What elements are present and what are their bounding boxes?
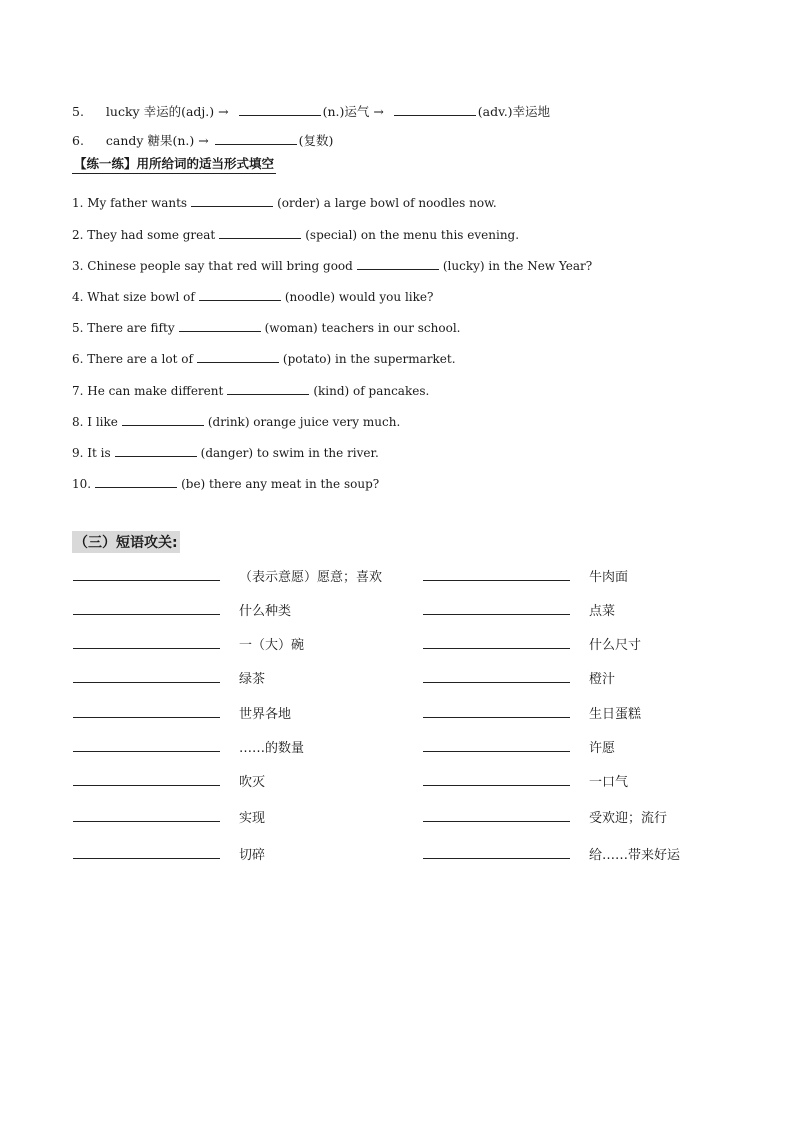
vocab-item-5-stem: lucky 幸运的(adj.) → xyxy=(105,104,229,119)
practice-item xyxy=(72,475,379,492)
practice-item xyxy=(72,288,433,305)
phrase-meaning-left: 世界各地 xyxy=(239,707,292,722)
practice-item-hint: (drink) orange juice very much. xyxy=(207,415,401,429)
practice-item-hint: (order) a large bowl of noodles now. xyxy=(277,196,497,210)
practice-item-hint: (woman) teachers in our school. xyxy=(264,321,461,335)
practice-item-prompt: 7. He can make different xyxy=(72,384,224,398)
answer-blank[interactable] xyxy=(219,226,301,239)
phrase-answer-blank[interactable] xyxy=(73,821,220,822)
practice-item-hint: (danger) to swim in the river. xyxy=(200,446,379,460)
vocab-item-6-number: 6. xyxy=(72,133,84,148)
practice-item xyxy=(72,350,456,367)
phrase-row xyxy=(0,668,794,688)
phrase-row xyxy=(0,771,794,791)
phrase-meaning-left: 切碎 xyxy=(239,848,266,863)
practice-item-hint: (be) there any meat in the soup? xyxy=(181,477,380,491)
phrase-answer-blank[interactable] xyxy=(73,648,220,649)
phrase-row xyxy=(0,600,794,620)
phrase-meaning-left: 实现 xyxy=(239,811,266,826)
vocab-item-6-plural-label: (复数) xyxy=(298,133,334,148)
practice-item xyxy=(72,226,519,243)
answer-blank[interactable] xyxy=(115,444,197,457)
phrase-meaning-right: 什么尺寸 xyxy=(589,638,642,653)
phrase-answer-blank[interactable] xyxy=(423,614,570,615)
practice-item-hint: (special) on the menu this evening. xyxy=(305,228,520,242)
practice-item xyxy=(72,444,379,461)
phrase-answer-blank[interactable] xyxy=(73,751,220,752)
phrase-answer-blank[interactable] xyxy=(423,580,570,581)
phrase-meaning-right: 一口气 xyxy=(589,775,629,790)
phrase-answer-blank[interactable] xyxy=(73,858,220,859)
answer-blank[interactable] xyxy=(357,257,439,270)
practice-item-prompt: 8. I like xyxy=(72,415,118,429)
phrase-row xyxy=(0,634,794,654)
phrase-row xyxy=(0,844,794,864)
vocab-item-6-stem: candy 糖果(n.) → xyxy=(105,133,209,148)
practice-item-hint: (kind) of pancakes. xyxy=(313,384,430,398)
practice-item-hint: (potato) in the supermarket. xyxy=(282,352,456,366)
vocab-item-6 xyxy=(72,132,333,149)
answer-blank[interactable] xyxy=(239,103,321,116)
phrase-answer-blank[interactable] xyxy=(73,614,220,615)
vocab-item-5-adv-label: (adv.)幸运地 xyxy=(477,104,551,119)
practice-item xyxy=(72,257,592,274)
practice-item xyxy=(72,413,400,430)
answer-blank[interactable] xyxy=(191,194,273,207)
phrase-row xyxy=(0,566,794,586)
phrase-meaning-left: （表示意愿）愿意；喜欢 xyxy=(239,570,383,585)
practice-item-prompt: 2. They had some great xyxy=(72,228,216,242)
practice-item-hint: (noodle) would you like? xyxy=(284,290,434,304)
practice-item xyxy=(72,319,460,336)
phrase-answer-blank[interactable] xyxy=(73,717,220,718)
practice-item-prompt: 1. My father wants xyxy=(72,196,188,210)
phrase-meaning-left: 绿茶 xyxy=(239,672,266,687)
practice-item xyxy=(72,382,429,399)
phrase-meaning-left: 一（大）碗 xyxy=(239,638,305,653)
phrase-answer-blank[interactable] xyxy=(73,682,220,683)
phrase-meaning-right: 点菜 xyxy=(589,604,616,619)
practice-item-prompt: 5. There are fifty xyxy=(72,321,175,335)
phrase-meaning-right: 给……带来好运 xyxy=(589,848,681,863)
phrase-row xyxy=(0,807,794,827)
answer-blank[interactable] xyxy=(227,382,309,395)
phrase-answer-blank[interactable] xyxy=(423,751,570,752)
answer-blank[interactable] xyxy=(197,350,279,363)
phrase-row xyxy=(0,703,794,723)
practice-section-title: 【练一练】用所给词的适当形式填空 xyxy=(72,153,276,174)
phrase-meaning-left: 吹灭 xyxy=(239,775,266,790)
phrase-answer-blank[interactable] xyxy=(423,821,570,822)
phrase-answer-blank[interactable] xyxy=(423,785,570,786)
practice-item xyxy=(72,194,497,211)
vocab-item-5-noun-label: (n.)运气 → xyxy=(322,104,384,119)
phrase-answer-blank[interactable] xyxy=(73,580,220,581)
answer-blank[interactable] xyxy=(122,413,204,426)
phrase-answer-blank[interactable] xyxy=(423,648,570,649)
phrase-answer-blank[interactable] xyxy=(423,858,570,859)
phrase-answer-blank[interactable] xyxy=(423,682,570,683)
practice-item-prompt: 3. Chinese people say that red will bring good xyxy=(72,259,353,273)
practice-item-prompt: 9. It is xyxy=(72,446,111,460)
vocab-item-5-number: 5. xyxy=(72,104,84,119)
phrase-meaning-right: 受欢迎；流行 xyxy=(589,811,668,826)
phrase-meaning-left: 什么种类 xyxy=(239,604,292,619)
phrase-row xyxy=(0,737,794,757)
vocab-item-5 xyxy=(72,103,550,120)
answer-blank[interactable] xyxy=(95,475,177,488)
phrases-section-title: （三）短语攻关: xyxy=(72,531,180,553)
phrase-answer-blank[interactable] xyxy=(73,785,220,786)
practice-item-hint: (lucky) in the New Year? xyxy=(442,259,593,273)
phrase-meaning-right: 生日蛋糕 xyxy=(589,707,642,722)
answer-blank[interactable] xyxy=(215,132,297,145)
phrase-meaning-right: 牛肉面 xyxy=(589,570,629,585)
phrase-meaning-right: 橙汁 xyxy=(589,672,616,687)
answer-blank[interactable] xyxy=(199,288,281,301)
practice-item-prompt: 10. xyxy=(72,477,92,491)
answer-blank[interactable] xyxy=(394,103,476,116)
answer-blank[interactable] xyxy=(179,319,261,332)
phrase-meaning-right: 许愿 xyxy=(589,741,616,756)
phrase-meaning-left: ……的数量 xyxy=(239,741,305,756)
practice-item-prompt: 6. There are a lot of xyxy=(72,352,193,366)
phrase-answer-blank[interactable] xyxy=(423,717,570,718)
practice-item-prompt: 4. What size bowl of xyxy=(72,290,195,304)
